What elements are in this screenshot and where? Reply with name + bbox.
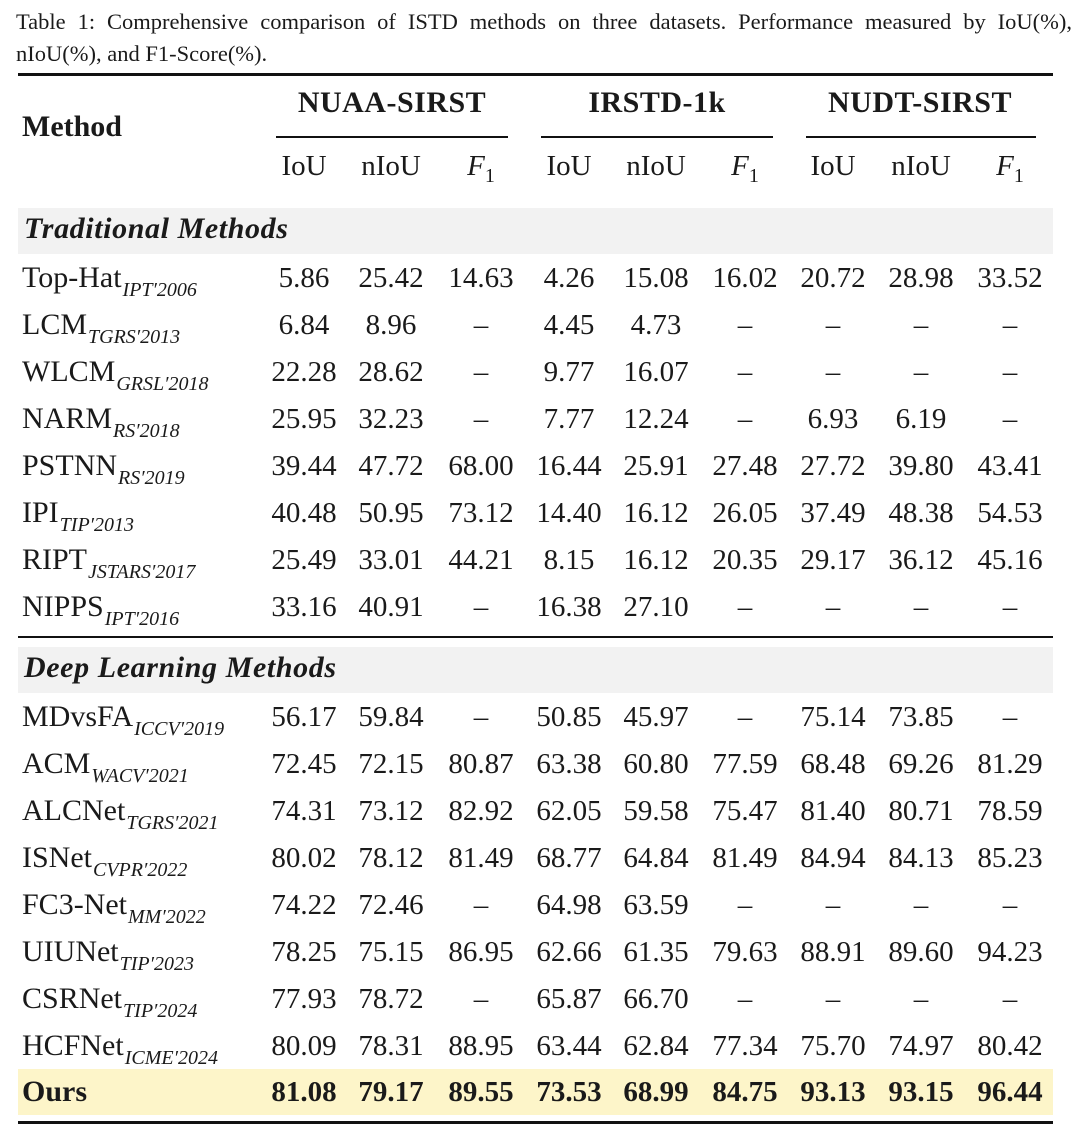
- section-title-traditional: Traditional Methods: [24, 212, 289, 245]
- value-cell: 16.44: [536, 450, 602, 482]
- value-cell: 59.84: [358, 701, 424, 733]
- value-cell: 4.45: [543, 309, 595, 341]
- section-title-deep-learning: Deep Learning Methods: [24, 651, 337, 684]
- value-cell: 73.53: [536, 1076, 602, 1108]
- method-venue: MM′2022: [128, 906, 206, 928]
- method-name: FC3-Net$_{MM'2022}$: [22, 888, 206, 928]
- value-cell: 73.12: [448, 497, 514, 529]
- value-cell: 74.31: [271, 795, 337, 827]
- ours-row: [18, 1069, 1053, 1115]
- section-divider-rule: [18, 636, 1053, 638]
- value-cell: 84.13: [888, 842, 954, 874]
- value-cell: 33.52: [977, 262, 1043, 294]
- value-cell: 28.98: [888, 262, 954, 294]
- value-cell: 80.87: [448, 748, 514, 780]
- value-cell: 72.15: [358, 748, 424, 780]
- metric-header-iou: IoU: [546, 150, 592, 182]
- method-name: UIUNet$_{TIP'2023}$: [22, 935, 195, 975]
- metric-header-niou: nIoU: [891, 150, 951, 182]
- value-cell: 75.15: [358, 936, 424, 968]
- value-cell: 62.66: [536, 936, 602, 968]
- value-cell: 9.77: [543, 356, 595, 388]
- value-cell: –: [473, 701, 489, 733]
- value-cell: 62.05: [536, 795, 602, 827]
- value-cell: 50.85: [536, 701, 602, 733]
- method-name: $WLCM_{GRSL'2018}$: [22, 355, 209, 395]
- value-cell: 37.49: [800, 497, 866, 529]
- value-cell: 29.17: [800, 544, 866, 576]
- method-name: $IPI_{TIP'2013}$: [22, 496, 135, 536]
- value-cell: 14.40: [536, 497, 602, 529]
- value-cell: 20.35: [712, 544, 778, 576]
- method-name: Top-Hat$_{IPT'2006}$: [22, 261, 197, 301]
- value-cell: 69.26: [888, 748, 954, 780]
- method-name: $RIPT_{JSTARS'2017}$: [22, 543, 196, 583]
- value-cell: 27.48: [712, 450, 778, 482]
- value-cell: 72.46: [358, 889, 424, 921]
- value-cell: 20.72: [800, 262, 866, 294]
- value-cell: –: [737, 356, 753, 388]
- value-cell: 6.84: [278, 309, 330, 341]
- value-cell: –: [913, 356, 929, 388]
- value-cell: 33.01: [358, 544, 424, 576]
- table-row: [0, 788, 1080, 834]
- value-cell: 25.95: [271, 403, 337, 435]
- value-cell: 8.15: [543, 544, 595, 576]
- metric-header-iou: IoU: [810, 150, 856, 182]
- value-cell: 74.22: [271, 889, 337, 921]
- value-cell: 74.97: [888, 1030, 954, 1062]
- table-row: [0, 976, 1080, 1022]
- bottom-rule: [18, 1121, 1053, 1124]
- method-venue: RS′2019: [118, 467, 185, 489]
- table-row: [0, 882, 1080, 928]
- value-cell: 43.41: [977, 450, 1043, 482]
- value-cell: 77.59: [712, 748, 778, 780]
- value-cell: 73.85: [888, 701, 954, 733]
- table-caption: Table 1: Comprehensive comparison of ISTD methods on three datasets. Performance measured by IoU(%), nIoU(%), and F1-Score(%).: [16, 9, 1072, 66]
- table-row: [0, 694, 1080, 740]
- value-cell: 64.84: [623, 842, 689, 874]
- value-cell: 25.42: [358, 262, 424, 294]
- table-row: [0, 349, 1080, 395]
- value-cell: 85.23: [977, 842, 1043, 874]
- method-header: Method: [22, 110, 122, 143]
- value-cell: 6.19: [895, 403, 947, 435]
- method-venue: GRSL′2018: [116, 373, 209, 395]
- value-cell: 82.92: [448, 795, 514, 827]
- value-cell: 64.98: [536, 889, 602, 921]
- method-venue: ICCV′2019: [134, 718, 225, 740]
- value-cell: –: [737, 701, 753, 733]
- value-cell: 93.13: [800, 1076, 866, 1108]
- value-cell: 4.26: [543, 262, 595, 294]
- value-cell: 66.70: [623, 983, 689, 1015]
- group-header-nuaa: NUAA-SIRST: [297, 86, 487, 119]
- value-cell: 84.94: [800, 842, 866, 874]
- value-cell: 88.95: [448, 1030, 514, 1062]
- value-cell: 14.63: [448, 262, 514, 294]
- value-cell: 75.47: [712, 795, 778, 827]
- value-cell: 50.95: [358, 497, 424, 529]
- value-cell: 59.58: [623, 795, 689, 827]
- value-cell: 25.49: [271, 544, 337, 576]
- value-cell: 78.25: [271, 936, 337, 968]
- value-cell: –: [1002, 356, 1018, 388]
- value-cell: 16.07: [623, 356, 689, 388]
- value-cell: 32.23: [358, 403, 424, 435]
- value-cell: –: [1002, 983, 1018, 1015]
- value-cell: 22.28: [271, 356, 337, 388]
- value-cell: –: [1002, 403, 1018, 435]
- table-row: [0, 490, 1080, 536]
- value-cell: 68.77: [536, 842, 602, 874]
- value-cell: 6.93: [807, 403, 859, 435]
- value-cell: 68.99: [623, 1076, 689, 1108]
- value-cell: –: [473, 889, 489, 921]
- top-rule: [18, 73, 1053, 76]
- metric-header-niou: nIoU: [361, 150, 421, 182]
- value-cell: 45.16: [977, 544, 1043, 576]
- table-row: [0, 396, 1080, 442]
- value-cell: 16.02: [712, 262, 778, 294]
- value-cell: 78.59: [977, 795, 1043, 827]
- value-cell: –: [825, 356, 841, 388]
- value-cell: 5.86: [278, 262, 330, 294]
- value-cell: –: [737, 983, 753, 1015]
- value-cell: 25.91: [623, 450, 689, 482]
- value-cell: 26.05: [712, 497, 778, 529]
- value-cell: –: [1002, 309, 1018, 341]
- value-cell: –: [825, 983, 841, 1015]
- value-cell: 75.70: [800, 1030, 866, 1062]
- value-cell: 63.44: [536, 1030, 602, 1062]
- value-cell: 68.48: [800, 748, 866, 780]
- value-cell: –: [1002, 591, 1018, 623]
- method-venue: TIP′2024: [123, 1000, 198, 1022]
- value-cell: 94.23: [977, 936, 1043, 968]
- method-name: ISNet$_{CVPR'2022}$: [22, 841, 188, 881]
- table-row: [0, 255, 1080, 301]
- table-row: [0, 302, 1080, 348]
- value-cell: 8.96: [365, 309, 417, 341]
- value-cell: –: [913, 983, 929, 1015]
- value-cell: –: [737, 889, 753, 921]
- value-cell: 84.75: [712, 1076, 778, 1108]
- value-cell: 78.72: [358, 983, 424, 1015]
- method-venue: WACV′2021: [91, 765, 189, 787]
- metric-header-f1: $F_1$: [731, 150, 759, 187]
- method-venue: ICME′2024: [124, 1047, 218, 1069]
- method-venue: CVPR′2022: [93, 859, 188, 881]
- value-cell: 77.34: [712, 1030, 778, 1062]
- value-cell: 80.02: [271, 842, 337, 874]
- value-cell: 7.77: [543, 403, 595, 435]
- value-cell: 77.93: [271, 983, 337, 1015]
- method-name: MDvsFA$_{ICCV'2019}$: [22, 700, 225, 740]
- value-cell: 40.91: [358, 591, 424, 623]
- value-cell: 89.60: [888, 936, 954, 968]
- value-cell: 78.12: [358, 842, 424, 874]
- value-cell: 81.40: [800, 795, 866, 827]
- table-row: [0, 537, 1080, 583]
- value-cell: 88.91: [800, 936, 866, 968]
- method-venue: IPT′2016: [104, 608, 180, 630]
- table-row: [0, 584, 1080, 630]
- method-name: ALCNet$_{TGRS'2021}$: [22, 794, 219, 834]
- value-cell: 54.53: [977, 497, 1043, 529]
- method-name: HCFNet$_{ICME'2024}$: [22, 1029, 218, 1069]
- value-cell: –: [473, 983, 489, 1015]
- value-cell: 27.72: [800, 450, 866, 482]
- value-cell: 16.38: [536, 591, 602, 623]
- method-venue: IPT′2006: [122, 279, 197, 301]
- value-cell: 81.49: [712, 842, 778, 874]
- group-header-irstd: IRSTD-1k: [588, 86, 726, 119]
- value-cell: 81.29: [977, 748, 1043, 780]
- value-cell: 16.12: [623, 497, 689, 529]
- method-name: $ACM_{WACV'2021}$: [22, 747, 189, 787]
- value-cell: 86.95: [448, 936, 514, 968]
- value-cell: 4.73: [630, 309, 682, 341]
- method-name: $NARM_{RS'2018}$: [22, 402, 180, 442]
- value-cell: –: [473, 591, 489, 623]
- value-cell: 56.17: [271, 701, 337, 733]
- value-cell: 44.21: [448, 544, 514, 576]
- value-cell: 80.71: [888, 795, 954, 827]
- method-venue: TIP′2023: [119, 953, 195, 975]
- value-cell: 62.84: [623, 1030, 689, 1062]
- table-row: [0, 443, 1080, 489]
- value-cell: 89.55: [448, 1076, 514, 1108]
- value-cell: 12.24: [623, 403, 689, 435]
- value-cell: 73.12: [358, 795, 424, 827]
- value-cell: –: [473, 403, 489, 435]
- method-name: $PSTNN_{RS'2019}$: [22, 449, 185, 489]
- value-cell: 79.63: [712, 936, 778, 968]
- value-cell: –: [737, 309, 753, 341]
- value-cell: 28.62: [358, 356, 424, 388]
- value-cell: 81.08: [271, 1076, 337, 1108]
- value-cell: –: [913, 309, 929, 341]
- group-rule-irstd: [541, 136, 773, 138]
- value-cell: –: [825, 591, 841, 623]
- value-cell: 27.10: [623, 591, 689, 623]
- method-name: $LCM_{TGRS'2013}$: [22, 308, 181, 348]
- metric-header-f1: $F_1$: [467, 150, 495, 187]
- value-cell: 45.97: [623, 701, 689, 733]
- value-cell: –: [737, 591, 753, 623]
- table-row: [0, 741, 1080, 787]
- table-row: [0, 1023, 1080, 1069]
- value-cell: –: [825, 889, 841, 921]
- value-cell: 78.31: [358, 1030, 424, 1062]
- value-cell: –: [1002, 701, 1018, 733]
- value-cell: 63.38: [536, 748, 602, 780]
- value-cell: 47.72: [358, 450, 424, 482]
- value-cell: 65.87: [536, 983, 602, 1015]
- value-cell: 75.14: [800, 701, 866, 733]
- value-cell: 60.80: [623, 748, 689, 780]
- value-cell: 16.12: [623, 544, 689, 576]
- value-cell: 40.48: [271, 497, 337, 529]
- value-cell: 81.49: [448, 842, 514, 874]
- value-cell: –: [1002, 889, 1018, 921]
- method-venue: JSTARS′2017: [88, 561, 196, 583]
- value-cell: 61.35: [623, 936, 689, 968]
- table-row: [0, 929, 1080, 975]
- value-cell: 36.12: [888, 544, 954, 576]
- value-cell: 68.00: [448, 450, 514, 482]
- value-cell: 39.80: [888, 450, 954, 482]
- metric-header-niou: nIoU: [626, 150, 686, 182]
- metric-header-f1: $F_1$: [996, 150, 1024, 187]
- value-cell: –: [913, 889, 929, 921]
- value-cell: 15.08: [623, 262, 689, 294]
- value-cell: 48.38: [888, 497, 954, 529]
- value-cell: 63.59: [623, 889, 689, 921]
- value-cell: 39.44: [271, 450, 337, 482]
- method-venue: TGRS′2021: [126, 812, 219, 834]
- value-cell: 72.45: [271, 748, 337, 780]
- method-venue: TIP′2013: [59, 514, 135, 536]
- value-cell: –: [473, 309, 489, 341]
- value-cell: –: [473, 356, 489, 388]
- table-row: [0, 835, 1080, 881]
- group-rule-nuaa: [276, 136, 508, 138]
- group-header-nudt: NUDT-SIRST: [828, 86, 1012, 119]
- value-cell: –: [737, 403, 753, 435]
- value-cell: 96.44: [977, 1076, 1043, 1108]
- method-name: Ours: [22, 1075, 88, 1108]
- method-name: $NIPPS_{IPT'2016}$: [22, 590, 180, 630]
- value-cell: 33.16: [271, 591, 337, 623]
- value-cell: –: [913, 591, 929, 623]
- value-cell: 80.09: [271, 1030, 337, 1062]
- group-rule-nudt: [806, 136, 1036, 138]
- method-venue: RS′2018: [113, 420, 180, 442]
- value-cell: 79.17: [358, 1076, 424, 1108]
- method-name: CSRNet$_{TIP'2024}$: [22, 982, 198, 1022]
- value-cell: –: [825, 309, 841, 341]
- method-venue: TGRS′2013: [88, 326, 181, 348]
- value-cell: 80.42: [977, 1030, 1043, 1062]
- value-cell: 93.15: [888, 1076, 954, 1108]
- metric-header-iou: IoU: [281, 150, 327, 182]
